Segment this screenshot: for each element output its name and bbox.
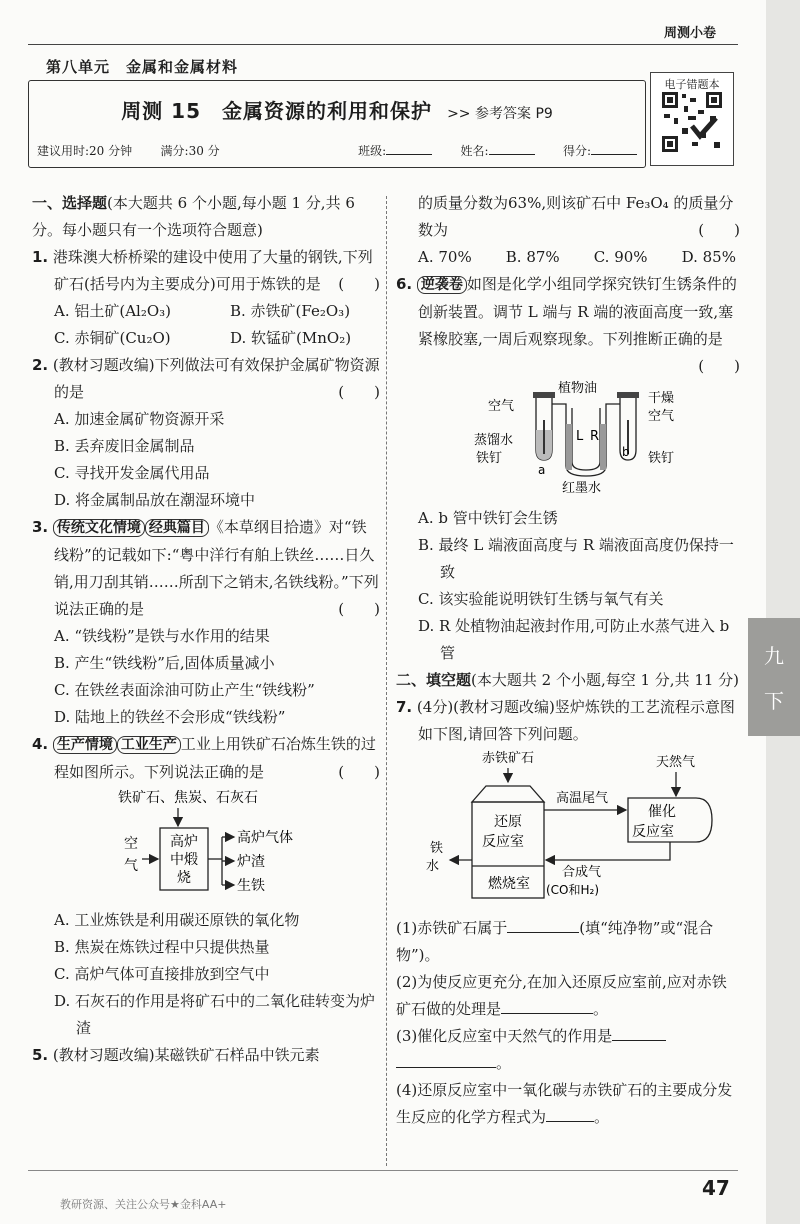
question-5-start: 5. (教材习题改编)某磁铁矿石样品中铁元素	[32, 1046, 320, 1064]
q7-blank2[interactable]	[501, 1013, 593, 1014]
rx-nail-right: 铁钉	[648, 451, 675, 466]
class-field[interactable]: 班级:	[358, 142, 432, 159]
rx-nail-left: 铁钉	[476, 451, 503, 466]
sf-syngas2: (CO和H₂)	[546, 883, 600, 897]
sf-furnace-top	[472, 786, 544, 802]
q7-blank3b[interactable]	[396, 1067, 496, 1068]
q6-option-b[interactable]: B. 最终 L 端液面高度与 R 端液面高度仍保持一致	[418, 536, 734, 581]
rx-label-a: a	[538, 463, 546, 477]
question-2	[32, 352, 380, 514]
meta-row	[37, 142, 637, 159]
q2-option-b[interactable]: B. 丢弃废旧金属制品	[54, 437, 195, 455]
unit-name: 第八单元	[46, 58, 111, 76]
q3-stem: 《本草纲目拾遗》对“铁线粉”的记载如下:“粤中洋行有舶上铁丝……日久销,用刀刮其销……所刮下之销末,名铁线粉。”下列说法正确的是	[54, 518, 379, 618]
sf-reduce-1: 还原	[494, 814, 522, 830]
rx-dry-air-2: 空气	[648, 409, 675, 424]
rx-oil: 植物油	[558, 381, 598, 396]
sf-iron-2: 水	[426, 859, 440, 874]
q6-option-a[interactable]: A. b 管中铁钉会生锈	[418, 509, 558, 527]
q5-stem-cont: 的质量分数为63%,则该矿石中 Fe₃O₄ 的质量分数为	[418, 194, 734, 239]
q5-option-c[interactable]: C. 90%	[593, 248, 648, 266]
side-tab-line1: 九	[764, 644, 784, 668]
q4-tag-context: 生产情境	[53, 736, 117, 754]
rx-ink: 红墨水	[562, 481, 602, 496]
score-field[interactable]: 得分:	[563, 142, 637, 159]
q6-tag: 逆袭卷	[417, 276, 467, 294]
sf-burn: 燃烧室	[488, 876, 530, 892]
rx-u-tube	[552, 404, 620, 476]
q3-option-c[interactable]: C. 在铁丝表面涂油可防止产生“铁线粉”	[54, 681, 315, 699]
q4-option-c[interactable]: C. 高炉气体可直接排放到空气中	[54, 965, 270, 983]
q4-stem: 工业上用铁矿石冶炼生铁的过程如图所示。下列说法正确的是	[54, 735, 376, 781]
top-rule	[28, 44, 738, 45]
q4-number: 4.	[32, 735, 49, 753]
q3-tag-classic: 经典篇目	[145, 519, 209, 537]
q5-option-b[interactable]: B. 87%	[505, 248, 560, 266]
question-4	[32, 731, 380, 1042]
left-column	[32, 190, 380, 1069]
q4-option-b[interactable]: B. 焦炭在炼铁过程中只提供热量	[54, 938, 270, 956]
blast-furnace-diagram	[32, 786, 362, 898]
unit-subject: 金属和金属材料	[126, 58, 239, 76]
bf-box-line3: 烧	[177, 870, 191, 886]
q2-option-d[interactable]: D. 将金属制品放在潮湿环境中	[54, 491, 256, 509]
qr-code[interactable]	[650, 72, 734, 166]
question-7	[396, 694, 740, 1131]
q1-option-a[interactable]: A. 铝土矿(Al₂O₃)	[54, 302, 172, 320]
rx-air: 空气	[488, 399, 515, 414]
rx-stopper-a	[533, 392, 555, 398]
q2-number: 2.	[32, 356, 49, 374]
sf-syngas: 合成气	[562, 865, 602, 880]
q7-blank4[interactable]	[546, 1121, 594, 1122]
rx-R: R	[590, 429, 600, 444]
grade-side-tab[interactable]	[748, 618, 800, 736]
sf-catal-1: 催化	[648, 804, 676, 820]
sf-iron-1: 铁	[430, 841, 444, 856]
q7-part2: (2)为使反应更充分,在加入还原反应室前,应对赤铁矿石做的处理是 。	[396, 973, 727, 1018]
answer-reference[interactable]: >> 参考答案 P9	[447, 106, 553, 122]
bf-output-slag: 炉渣	[237, 854, 265, 870]
q6-option-c[interactable]: C. 该实验能说明铁钉生锈与氧气有关	[418, 590, 664, 608]
q7-blank1[interactable]	[507, 932, 579, 933]
section1-heading: 一、选择题(本大题共 6 个小题,每小题 1 分,共 6 分。每小题只有一个选项符合题意)	[32, 194, 355, 239]
q3-answer-paren[interactable]: ( )	[338, 600, 380, 618]
title-row	[29, 95, 645, 124]
sf-gas: 天然气	[656, 755, 696, 770]
name-field[interactable]: 姓名:	[461, 142, 535, 159]
q4-answer-paren[interactable]: ( )	[338, 763, 380, 781]
section2-heading: 二、填空题(本大题共 2 个小题,每空 1 分,共 11 分)	[396, 671, 740, 689]
q6-number: 6.	[396, 275, 413, 293]
q7-part4: (4)还原反应室中一氧化碳与赤铁矿石的主要成分发生反应的化学方程式为 。	[396, 1081, 733, 1126]
shaft-furnace-diagram	[396, 748, 736, 906]
q5-option-a[interactable]: A. 70%	[418, 248, 472, 266]
q1-answer-paren[interactable]: ( )	[338, 275, 380, 293]
suggested-time: 建议用时:20 分钟	[37, 144, 133, 158]
rx-ink-left	[566, 424, 572, 470]
q5-option-d[interactable]: D. 85%	[681, 248, 736, 266]
question-5	[396, 190, 740, 271]
rx-stopper-b	[617, 392, 639, 398]
column-divider	[386, 196, 387, 1166]
page-edge	[766, 0, 800, 1224]
rx-L: L	[576, 429, 584, 444]
sf-tail: 高温尾气	[556, 791, 609, 806]
question-1	[32, 244, 380, 352]
q6-stem: 如图是化学小组同学探究铁钉生锈条件的创新装置。调节 L 端与 R 端的液面高度一致,塞紧橡胶塞,一周后观察现象。下列推断正确的是	[418, 275, 737, 348]
full-score: 满分:30 分	[160, 144, 220, 158]
right-column	[396, 190, 740, 1131]
q4-option-d[interactable]: D. 石灰石的作用是将矿石中的二氧化硅转变为炉渣	[54, 992, 376, 1037]
q7-part1: (1)赤铁矿石属于 (填“纯净物”或“混合物”)。	[396, 919, 714, 964]
bf-output-gas: 高炉气体	[237, 830, 293, 846]
bf-input-air-2: 气	[124, 858, 138, 874]
sf-catal-2: 反应室	[632, 824, 674, 840]
q7-blank3[interactable]	[612, 1040, 666, 1041]
q1-number: 1.	[32, 248, 49, 266]
q4-option-a[interactable]: A. 工业炼铁是利用碳还原铁的氧化物	[54, 911, 300, 929]
qr-pattern-icon	[662, 92, 722, 152]
q1-stem: 港珠澳大桥桥梁的建设中使用了大量的钢铁,下列矿石(括号内为主要成分)可用于炼铁的是	[52, 248, 373, 293]
footer-text: 教研资源、关注公众号★金科AA+	[60, 1198, 227, 1211]
question-6	[396, 271, 740, 667]
unit-heading	[46, 56, 238, 77]
q4-tag-industry: 工业生产	[117, 736, 181, 754]
page-title: 周测 15 金属资源的利用和保护	[121, 99, 432, 123]
q2-stem: (教材习题改编)下列做法可有效保护金属矿物资源的是	[52, 356, 380, 401]
rx-water: 蒸馏水	[474, 433, 514, 448]
q2-answer-paren[interactable]: ( )	[338, 383, 380, 401]
test-header	[28, 80, 646, 168]
corner-label: 周测小卷	[663, 26, 716, 41]
q1-option-d[interactable]: D. 软锰矿(MnO₂)	[230, 329, 352, 347]
page-number: 47	[702, 1176, 730, 1200]
bf-output-iron: 生铁	[237, 878, 265, 894]
q2-option-a[interactable]: A. 加速金属矿物资源开采	[54, 410, 225, 428]
q3-option-b[interactable]: B. 产生“铁线粉”后,固体质量减小	[54, 654, 275, 672]
question-3	[32, 514, 380, 731]
q6-option-d[interactable]: D. R 处植物油起液封作用,可防止水蒸气进入 b 管	[418, 617, 730, 662]
q3-number: 3.	[32, 518, 49, 536]
bottom-rule	[28, 1170, 738, 1171]
q7-stem: (4分)(教材习题改编)竖炉炼铁的工艺流程示意图如下图,请回答下列问题。	[416, 698, 735, 743]
qr-label: 电子错题本	[664, 78, 720, 91]
side-tab-line2: 下	[764, 689, 784, 713]
q7-part3: (3)催化反应室中天然气的作用是 。	[396, 1023, 740, 1077]
bf-box-line1: 高炉	[170, 834, 198, 850]
sf-arrow-syngas	[546, 842, 670, 860]
q3-option-d[interactable]: D. 陆地上的铁丝不会形成“铁线粉”	[54, 708, 286, 726]
q2-option-c[interactable]: C. 寻找开发金属代用品	[54, 464, 210, 482]
rx-ink-right	[600, 424, 606, 470]
q5-answer-paren[interactable]: ( )	[698, 221, 740, 239]
q3-option-a[interactable]: A. “铁线粉”是铁与水作用的结果	[54, 627, 270, 645]
sf-ore: 赤铁矿石	[482, 751, 535, 766]
rx-dry-air-1: 干燥	[648, 391, 675, 406]
sf-reduce-2: 反应室	[482, 834, 524, 850]
rust-experiment-diagram	[396, 380, 726, 496]
bf-box-line2: 中煅	[170, 852, 198, 868]
q3-tag-context: 传统文化情境	[53, 519, 145, 537]
q6-answer-paren[interactable]: ( )	[698, 357, 740, 375]
q1-option-c[interactable]: C. 赤铜矿(Cu₂O)	[54, 329, 171, 347]
bf-input-top: 铁矿石、焦炭、石灰石	[118, 790, 258, 806]
q1-option-b[interactable]: B. 赤铁矿(Fe₂O₃)	[230, 302, 351, 320]
bf-input-air-1: 空	[124, 836, 138, 852]
rx-label-b: b	[622, 445, 630, 459]
q7-number: 7.	[396, 698, 413, 716]
